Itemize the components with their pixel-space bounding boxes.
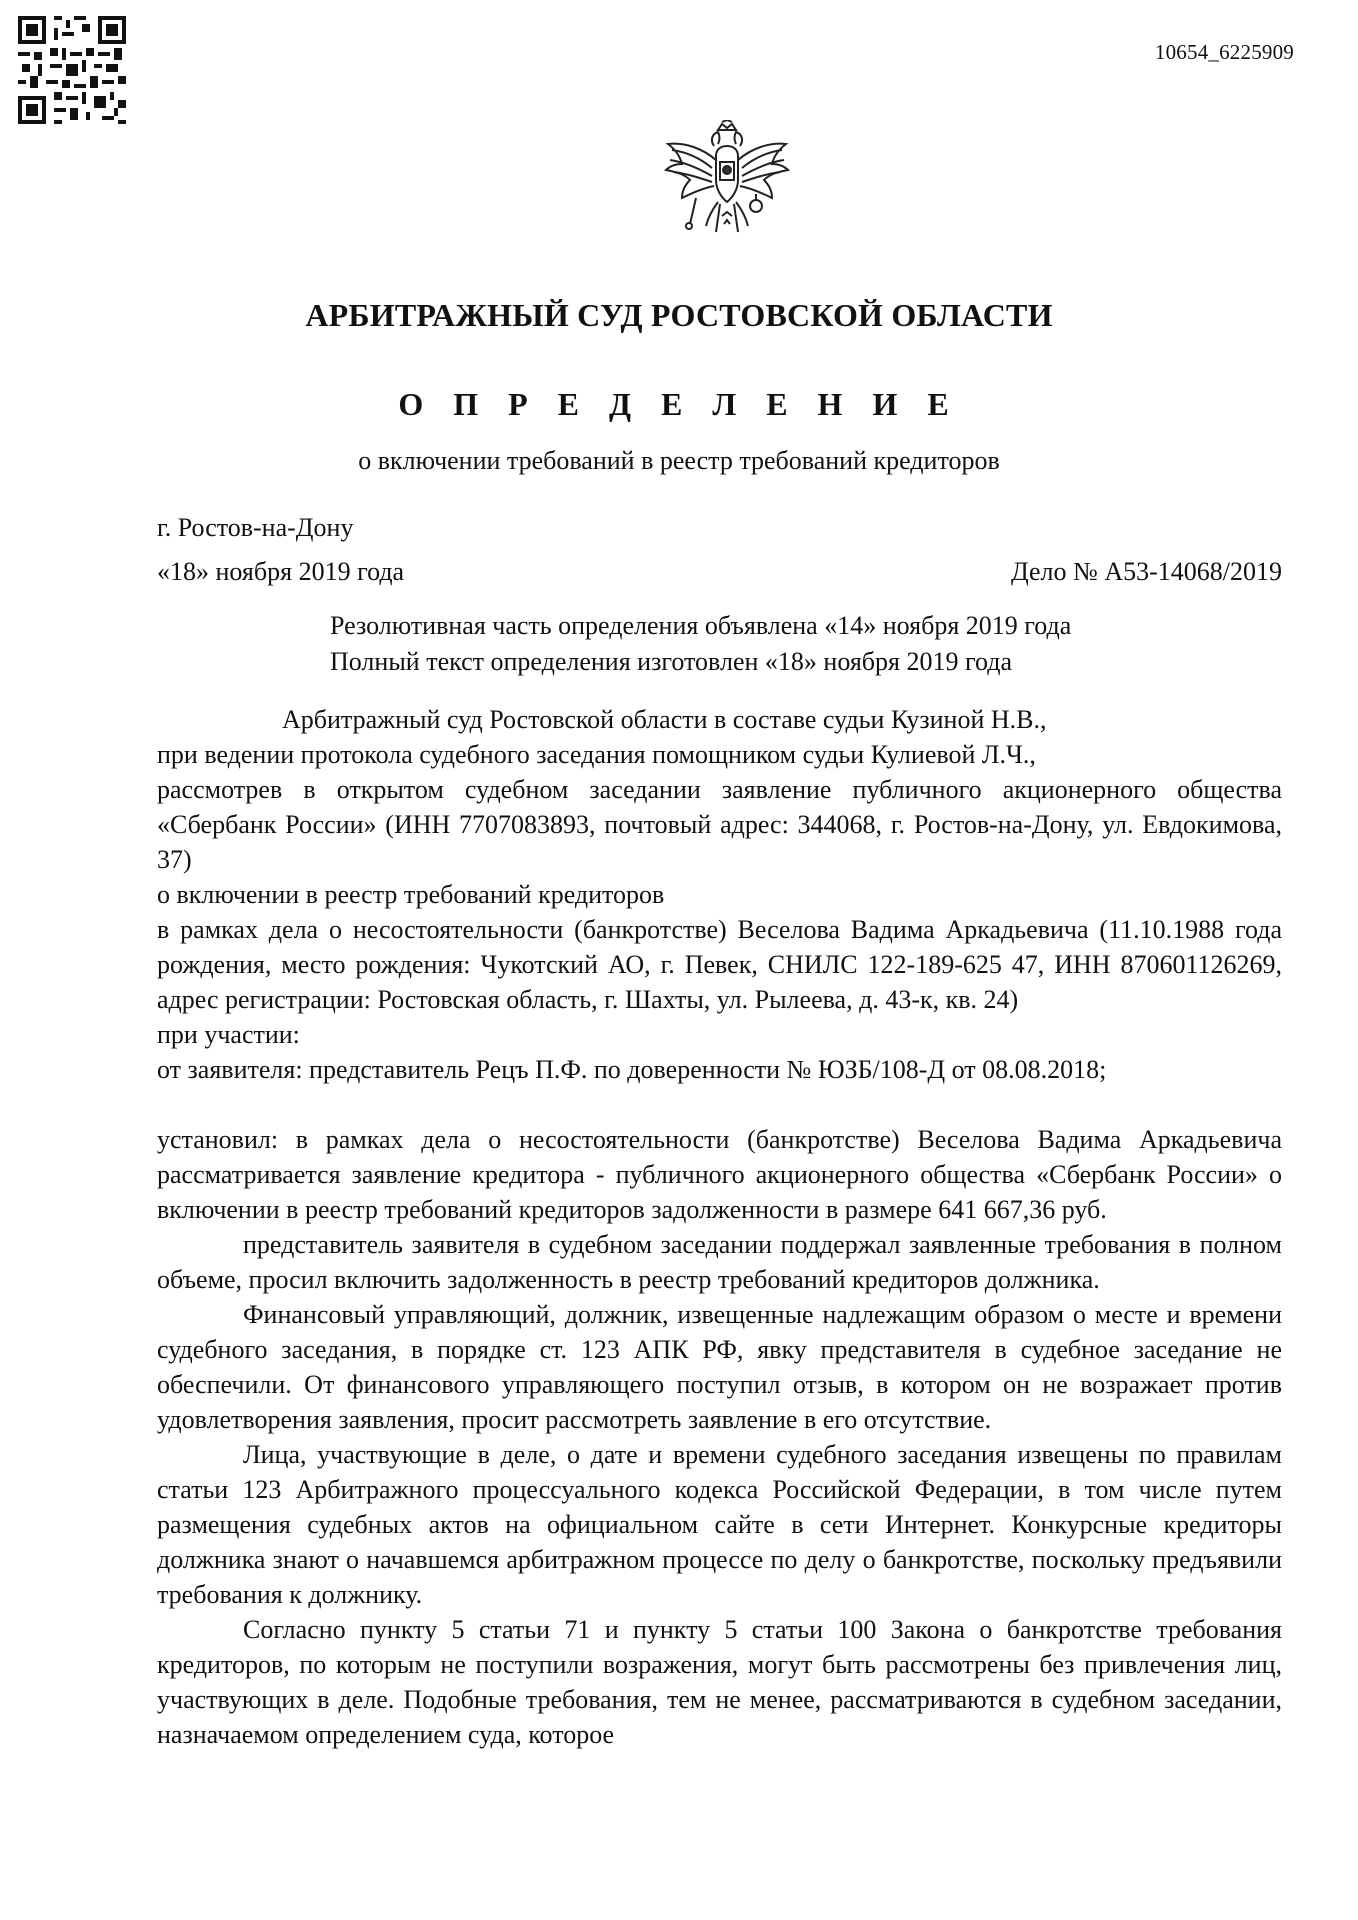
intro-application: рассмотрев в открытом судебном заседании заявление публичного акционерного общества «Сбербанк России» (ИНН 7707083893, почтовый адрес: 344068, г. Ростов-на-Дону, ул. Евдокимова, 37)	[157, 775, 1282, 874]
paragraph-gap	[157, 1087, 1282, 1122]
document-date: «18» ноября 2019 года	[157, 557, 405, 586]
document-type: О П Р Е Д Е Л Е Н И Е	[398, 386, 960, 422]
russian-coat-of-arms-icon	[662, 120, 792, 238]
intro-court-composition: Арбитражный суд Ростовской области в составе судьи Кузиной Н.В.,	[282, 705, 1047, 734]
document-id: 10654_6225909	[1154, 40, 1294, 64]
paragraph-bankruptcy-law: Согласно пункту 5 статьи 71 и пункту 5 статьи 100 Закона о банкротстве требования кредиторов, по которым не поступили возражения, могут быть рассмотрены без привлечения лиц, участвующих в деле. Подобные требования, тем не менее, рассматриваются в судебном заседании, назначаемом определением суда, которое	[157, 1615, 1282, 1749]
paragraph-representative: представитель заявителя в судебном заседании поддержал заявленные требования в полном объеме, просил включить задолженность в реестр требований кредиторов должника.	[157, 1230, 1282, 1294]
document-subject: о включении требований в реестр требований кредиторов	[358, 446, 1000, 475]
fulltext-note: Полный текст определения изготовлен «18» ноября 2019 года	[330, 647, 1013, 676]
intro-subject: о включении в реестр требований кредиторов	[157, 880, 665, 909]
document-body	[157, 702, 1282, 1752]
resolution-note: Резолютивная часть определения объявлена «14» ноября 2019 года	[330, 611, 1072, 640]
intro-participation: при участии:	[157, 1020, 300, 1049]
city: г. Ростов-на-Дону	[157, 513, 354, 542]
announcement-notes	[330, 608, 1071, 680]
paragraph-financial-manager: Финансовый управляющий, должник, извещенные надлежащим образом о месте и времени судебного заседания, в порядке ст. 123 АПК РФ, явку представителя в судебное заседание не обеспечили. От финансового управляющего поступил отзыв, в котором он не возражает против удовлетворения заявления, просит рассмотреть заявление в его отсутствие.	[157, 1300, 1282, 1434]
case-number: Дело № А53-14068/2019	[1010, 557, 1282, 586]
intro-protocol: при ведении протокола судебного заседания помощником судьи Кулиевой Л.Ч.,	[157, 740, 1036, 769]
paragraph-notification: Лица, участвующие в деле, о дате и времени судебного заседания извещены по правилам статьи 123 Арбитражного процессуального кодекса Российской Федерации, в том числе путем размещения судебных актов на официальном сайте в сети Интернет. Конкурсные кредиторы должника знают о начавшемся арбитражном процессе по делу о банкротстве, поскольку предъявили требования к должнику.	[157, 1440, 1282, 1609]
paragraph-established: установил: в рамках дела о несостоятельности (банкротстве) Веселова Вадима Аркадьевича рассматривается заявление кредитора - публичного акционерного общества «Сбербанк России» о включении в реестр требований кредиторов задолженности в размере 641 667,36 руб.	[157, 1125, 1282, 1224]
intro-applicant-rep: от заявителя: представитель Рецъ П.Ф. по доверенности № ЮЗБ/108-Д от 08.08.2018;	[157, 1055, 1107, 1084]
intro-debtor: в рамках дела о несостоятельности (банкротстве) Веселова Вадима Аркадьевича (11.10.1988 года рождения, место рождения: Чукотский АО, г. Певек, СНИЛС 122-189-625 47, ИНН 870601126269, адрес регистрации: Ростовская область, г. Шахты, ул. Рылеева, д. 43-к, кв. 24)	[157, 915, 1282, 1014]
qr-code-icon	[14, 12, 130, 128]
court-name: АРБИТРАЖНЫЙ СУД РОСТОВСКОЙ ОБЛАСТИ	[305, 297, 1053, 333]
